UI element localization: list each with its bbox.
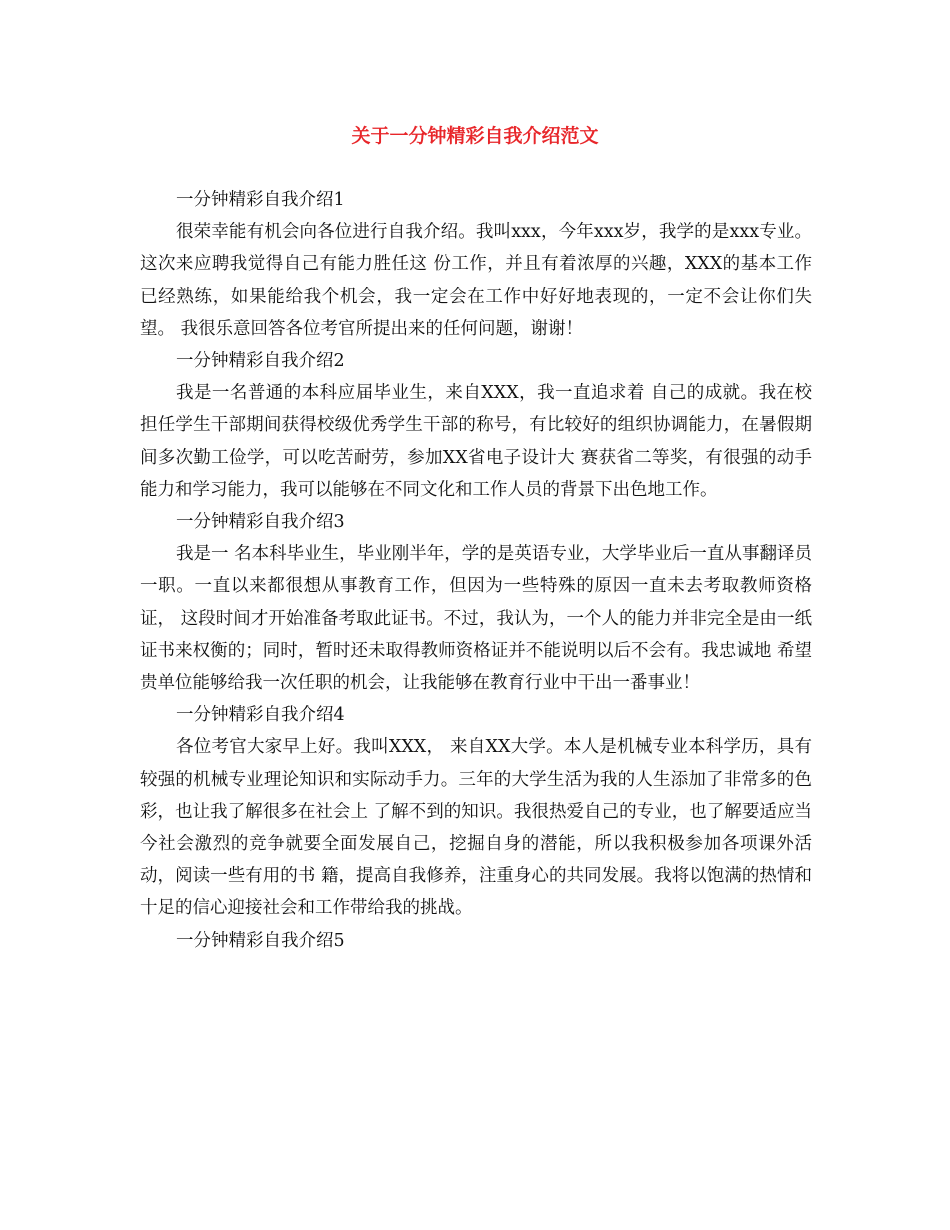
- section-5: [140, 925, 812, 957]
- section-3: [140, 506, 812, 699]
- section-heading: 一分钟精彩自我介绍2: [176, 351, 345, 372]
- section-paragraph: 很荣幸能有机会向各位进行自我介绍。我叫xxx，今年xxx岁，我学的是xxx专业。这次来应聘我觉得自己有能力胜任这 份工作，并且有着浓厚的兴趣，XXX的基本工作已经熟练，如果能给我个机会，我一定会在工作中好好地表现的，一定不会让你们失望。 我很乐意回答各位考官所提出来的任何问题，谢谢！: [140, 222, 812, 339]
- section-paragraph: 各位考官大家早上好。我叫XXX， 来自XX大学。本人是机械专业本科学历，具有较强的机械专业理论知识和实际动手力。三年的大学生活为我的人生添加了非常多的色彩，也让我了解很多在社会上 了解不到的知识。我很热爱自己的专业，也了解要适应当今社会激烈的竞争就要全面发展自己，挖掘自身的潜能，所以我积极参加各项课外活动，阅读一些有用的书 籍，提高自我修养，注重身心的共同发展。我将以饱满的热情和十足的信心迎接社会和工作带给我的挑战。: [140, 737, 812, 919]
- section-4: [140, 699, 812, 924]
- section-heading: 一分钟精彩自我介绍3: [176, 512, 345, 533]
- document-body: [140, 184, 812, 957]
- section-2: [140, 345, 812, 506]
- section-heading: 一分钟精彩自我介绍4: [176, 705, 345, 726]
- section-paragraph: 我是一名普通的本科应届毕业生，来自XXX，我一直追求着 自己的成就。我在校担任学生干部期间获得校级优秀学生干部的称号，有比较好的组织协调能力，在暑假期间多次勤工俭学，可以吃苦耐劳，参加XX省电子设计大 赛获省二等奖，有很强的动手能力和学习能力，我可以能够在不同文化和工作人员的背景下出色地工作。: [140, 383, 812, 500]
- section-heading: 一分钟精彩自我介绍5: [176, 930, 345, 951]
- section-heading: 一分钟精彩自我介绍1: [176, 190, 345, 210]
- section-1: [140, 184, 812, 345]
- document-title: 关于一分钟精彩自我介绍范文: [351, 125, 599, 147]
- section-paragraph: 我是一 名本科毕业生，毕业刚半年，学的是英语专业，大学毕业后一直从事翻译员一职。一直以来都很想从事教育工作，但因为一些特殊的原因一直未去考取教师资格证， 这段时间才开始准备考取此证书。不过，我认为，一个人的能力并非完全是由一纸证书来权衡的；同时，暂时还未取得教师资格证并不能说明以后不会有。我忠诚地 希望贵单位能够给我一次任职的机会，让我能够在教育行业中干出一番事业！: [140, 544, 812, 694]
